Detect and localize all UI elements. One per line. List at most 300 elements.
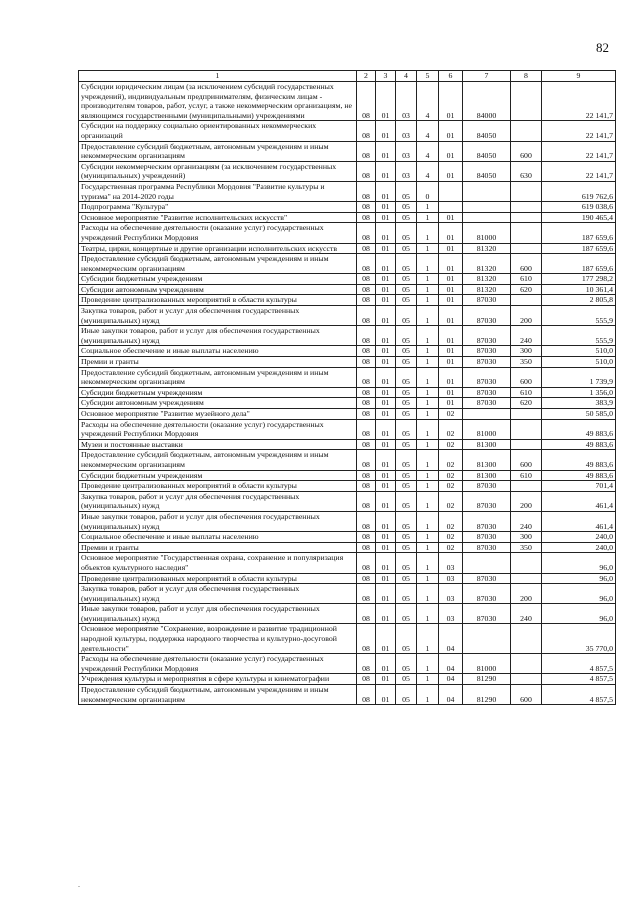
subprogram-code: 01 — [439, 295, 463, 306]
chapter-code: 08 — [357, 511, 376, 531]
target-code: 87030 — [463, 584, 511, 604]
program-code: 1 — [417, 284, 439, 295]
table-row — [79, 357, 616, 368]
amount: 383,9 — [542, 398, 616, 409]
chapter-code: 08 — [357, 481, 376, 492]
program-code: 1 — [417, 243, 439, 254]
table-row — [79, 161, 616, 181]
chapter-code: 08 — [357, 121, 376, 141]
chapter-code: 08 — [357, 161, 376, 181]
expense-type-code: 240 — [511, 604, 542, 624]
section-code: 01 — [376, 481, 396, 492]
subprogram-code: 01 — [439, 243, 463, 254]
section-code: 01 — [376, 212, 396, 223]
subsection-code: 05 — [396, 532, 417, 543]
section-code: 01 — [376, 491, 396, 511]
subsection-code: 05 — [396, 584, 417, 604]
subsection-code: 05 — [396, 491, 417, 511]
section-code: 01 — [376, 161, 396, 181]
subsection-code: 05 — [396, 573, 417, 584]
table-row — [79, 584, 616, 604]
chapter-code: 08 — [357, 532, 376, 543]
chapter-code: 08 — [357, 346, 376, 357]
subprogram-code: 01 — [439, 121, 463, 141]
target-code: 87030 — [463, 511, 511, 531]
expense-type-code: 600 — [511, 367, 542, 387]
section-code: 01 — [376, 654, 396, 674]
footer-mark: . — [78, 880, 80, 889]
row-description: Проведение централизованных мероприятий в области культуры — [79, 481, 357, 492]
expense-type-code — [511, 181, 542, 201]
amount: 49 883,6 — [542, 419, 616, 439]
expense-type-code: 350 — [511, 542, 542, 553]
subsection-code: 03 — [396, 141, 417, 161]
expense-type-code — [511, 212, 542, 223]
target-code — [463, 409, 511, 420]
amount: 187 659,6 — [542, 243, 616, 254]
subprogram-code: 03 — [439, 584, 463, 604]
chapter-code: 08 — [357, 284, 376, 295]
chapter-code: 08 — [357, 584, 376, 604]
expense-type-code — [511, 573, 542, 584]
row-description: Субсидии бюджетным учреждениям — [79, 274, 357, 285]
section-code: 01 — [376, 274, 396, 285]
row-description: Закупка товаров, работ и услуг для обеспечения государственных (муниципальных) нужд — [79, 491, 357, 511]
program-code: 1 — [417, 685, 439, 705]
section-code: 01 — [376, 357, 396, 368]
row-description: Предоставление субсидий бюджетным, автономным учреждениям и иным некоммерческим организациям — [79, 685, 357, 705]
amount: 461,4 — [542, 491, 616, 511]
target-code: 87030 — [463, 295, 511, 306]
subsection-code: 05 — [396, 346, 417, 357]
table-row — [79, 450, 616, 470]
program-code: 1 — [417, 532, 439, 543]
target-code — [463, 202, 511, 213]
subprogram-code: 01 — [439, 223, 463, 243]
subsection-code: 05 — [396, 367, 417, 387]
subsection-code: 05 — [396, 326, 417, 346]
row-description: Субсидии некоммерческим организациям (за исключением государственных (муниципальных) учреждений) — [79, 161, 357, 181]
chapter-code: 08 — [357, 326, 376, 346]
row-description: Премии и гранты — [79, 357, 357, 368]
table-row — [79, 532, 616, 543]
expense-type-code: 600 — [511, 141, 542, 161]
section-code: 01 — [376, 295, 396, 306]
subsection-code: 05 — [396, 553, 417, 573]
table-row — [79, 274, 616, 285]
subprogram-code: 02 — [439, 532, 463, 543]
amount: 4 857,5 — [542, 685, 616, 705]
chapter-code: 08 — [357, 685, 376, 705]
subprogram-code: 02 — [439, 450, 463, 470]
table-row — [79, 284, 616, 295]
chapter-code: 08 — [357, 542, 376, 553]
section-code: 01 — [376, 419, 396, 439]
amount: 177 298,2 — [542, 274, 616, 285]
target-code: 87030 — [463, 387, 511, 398]
target-code — [463, 553, 511, 573]
program-code: 1 — [417, 654, 439, 674]
expense-type-code — [511, 202, 542, 213]
subsection-code: 05 — [396, 511, 417, 531]
chapter-code: 08 — [357, 223, 376, 243]
amount: 555,9 — [542, 326, 616, 346]
amount: 49 883,6 — [542, 439, 616, 450]
chapter-code: 08 — [357, 202, 376, 213]
target-code: 87030 — [463, 542, 511, 553]
subprogram-code: 04 — [439, 674, 463, 685]
table-row — [79, 573, 616, 584]
section-code: 01 — [376, 254, 396, 274]
section-code: 01 — [376, 367, 396, 387]
program-code: 1 — [417, 573, 439, 584]
subprogram-code: 01 — [439, 212, 463, 223]
subprogram-code — [439, 202, 463, 213]
expense-type-code — [511, 624, 542, 654]
row-description: Премии и гранты — [79, 542, 357, 553]
program-code: 1 — [417, 624, 439, 654]
chapter-code: 08 — [357, 470, 376, 481]
expense-type-code: 350 — [511, 357, 542, 368]
row-description: Основное мероприятие "Сохранение, возрождение и развитие традиционной народной культуры, поддержка народного творчества и культурно-досуговой деятельности" — [79, 624, 357, 654]
chapter-code: 08 — [357, 181, 376, 201]
row-description: Театры, цирки, концертные и другие организации исполнительских искусств — [79, 243, 357, 254]
program-code: 1 — [417, 604, 439, 624]
amount: 510,0 — [542, 346, 616, 357]
section-code: 01 — [376, 82, 396, 121]
table-row — [79, 223, 616, 243]
amount: 555,9 — [542, 306, 616, 326]
table-row — [79, 181, 616, 201]
section-code: 01 — [376, 542, 396, 553]
subsection-code: 05 — [396, 685, 417, 705]
program-code: 1 — [417, 439, 439, 450]
chapter-code: 08 — [357, 604, 376, 624]
amount: 190 465,4 — [542, 212, 616, 223]
amount: 22 141,7 — [542, 161, 616, 181]
chapter-code: 08 — [357, 450, 376, 470]
table-row — [79, 419, 616, 439]
subsection-code: 05 — [396, 181, 417, 201]
row-description: Социальное обеспечение и иные выплаты населению — [79, 532, 357, 543]
program-code: 1 — [417, 274, 439, 285]
table-row — [79, 326, 616, 346]
amount: 35 770,0 — [542, 624, 616, 654]
row-description: Проведение централизованных мероприятий в области культуры — [79, 295, 357, 306]
amount: 4 857,5 — [542, 654, 616, 674]
target-code: 81320 — [463, 254, 511, 274]
table-row — [79, 387, 616, 398]
subsection-code: 05 — [396, 450, 417, 470]
table-row — [79, 398, 616, 409]
chapter-code: 08 — [357, 674, 376, 685]
program-code: 1 — [417, 491, 439, 511]
program-code: 1 — [417, 470, 439, 481]
table-row — [79, 654, 616, 674]
target-code: 87030 — [463, 491, 511, 511]
program-code: 4 — [417, 121, 439, 141]
program-code: 1 — [417, 367, 439, 387]
subprogram-code: 01 — [439, 82, 463, 121]
subprogram-code: 01 — [439, 306, 463, 326]
expense-type-code — [511, 243, 542, 254]
amount: 96,0 — [542, 553, 616, 573]
program-code: 1 — [417, 295, 439, 306]
program-code: 1 — [417, 542, 439, 553]
row-description: Учреждения культуры и мероприятия в сфере культуры и кинематографии — [79, 674, 357, 685]
expense-type-code: 620 — [511, 398, 542, 409]
expense-type-code — [511, 654, 542, 674]
row-description: Субсидии на поддержку социально ориентированных некоммерческих организаций — [79, 121, 357, 141]
expense-type-code: 240 — [511, 511, 542, 531]
amount: 96,0 — [542, 604, 616, 624]
section-code: 01 — [376, 121, 396, 141]
subprogram-code: 04 — [439, 685, 463, 705]
program-code: 4 — [417, 141, 439, 161]
subsection-code: 05 — [396, 254, 417, 274]
section-code: 01 — [376, 450, 396, 470]
expense-type-code: 600 — [511, 450, 542, 470]
subsection-code: 05 — [396, 284, 417, 295]
program-code: 1 — [417, 584, 439, 604]
chapter-code: 08 — [357, 387, 376, 398]
row-description: Основное мероприятие "Развитие исполнительских искусств" — [79, 212, 357, 223]
section-code: 01 — [376, 398, 396, 409]
subprogram-code: 01 — [439, 141, 463, 161]
table-row — [79, 604, 616, 624]
expense-type-code: 610 — [511, 387, 542, 398]
amount: 1 739,9 — [542, 367, 616, 387]
target-code: 84050 — [463, 161, 511, 181]
program-code: 1 — [417, 511, 439, 531]
target-code: 87030 — [463, 306, 511, 326]
subsection-code: 05 — [396, 202, 417, 213]
program-code: 0 — [417, 181, 439, 201]
expense-type-code: 620 — [511, 284, 542, 295]
amount: 701,4 — [542, 481, 616, 492]
subsection-code: 05 — [396, 243, 417, 254]
expense-type-code — [511, 223, 542, 243]
column-header: 5 — [417, 71, 439, 82]
row-description: Субсидии бюджетным учреждениям — [79, 387, 357, 398]
subprogram-code: 03 — [439, 604, 463, 624]
target-code: 87030 — [463, 357, 511, 368]
chapter-code: 08 — [357, 274, 376, 285]
table-row — [79, 674, 616, 685]
row-description: Закупка товаров, работ и услуг для обеспечения государственных (муниципальных) нужд — [79, 306, 357, 326]
row-description: Субсидии автономным учреждениям — [79, 398, 357, 409]
subsection-code: 05 — [396, 439, 417, 450]
amount: 240,0 — [542, 542, 616, 553]
table-row — [79, 542, 616, 553]
subsection-code: 05 — [396, 212, 417, 223]
subsection-code: 05 — [396, 398, 417, 409]
subprogram-code: 04 — [439, 654, 463, 674]
column-header: 2 — [357, 71, 376, 82]
row-description: Музеи и постоянные выставки — [79, 439, 357, 450]
subprogram-code: 03 — [439, 553, 463, 573]
table-row — [79, 243, 616, 254]
amount: 187 659,6 — [542, 254, 616, 274]
target-code: 87030 — [463, 604, 511, 624]
column-header: 6 — [439, 71, 463, 82]
program-code: 1 — [417, 481, 439, 492]
target-code: 81320 — [463, 243, 511, 254]
row-description: Расходы на обеспечение деятельности (оказание услуг) государственных учреждений Республики Мордовия — [79, 419, 357, 439]
table-row — [79, 295, 616, 306]
target-code: 81300 — [463, 450, 511, 470]
amount: 619 038,6 — [542, 202, 616, 213]
target-code: 84050 — [463, 121, 511, 141]
subsection-code: 03 — [396, 161, 417, 181]
column-header: 4 — [396, 71, 417, 82]
program-code: 1 — [417, 346, 439, 357]
subprogram-code: 02 — [439, 470, 463, 481]
row-description: Подпрограмма "Культура" — [79, 202, 357, 213]
program-code: 1 — [417, 674, 439, 685]
subsection-code: 05 — [396, 481, 417, 492]
subsection-code: 05 — [396, 357, 417, 368]
table-row — [79, 202, 616, 213]
expense-type-code: 240 — [511, 326, 542, 346]
table-body — [79, 82, 616, 705]
program-code: 1 — [417, 223, 439, 243]
section-code: 01 — [376, 470, 396, 481]
target-code: 81290 — [463, 685, 511, 705]
chapter-code: 08 — [357, 306, 376, 326]
section-code: 01 — [376, 306, 396, 326]
expense-type-code: 600 — [511, 685, 542, 705]
subprogram-code — [439, 181, 463, 201]
table-row — [79, 481, 616, 492]
section-code: 01 — [376, 584, 396, 604]
target-code — [463, 212, 511, 223]
expense-type-code: 300 — [511, 346, 542, 357]
section-code: 01 — [376, 674, 396, 685]
subsection-code: 05 — [396, 654, 417, 674]
subsection-code: 05 — [396, 306, 417, 326]
subprogram-code: 02 — [439, 511, 463, 531]
amount: 461,4 — [542, 511, 616, 531]
amount: 96,0 — [542, 584, 616, 604]
section-code: 01 — [376, 439, 396, 450]
row-description: Проведение централизованных мероприятий в области культуры — [79, 573, 357, 584]
expense-type-code: 200 — [511, 584, 542, 604]
target-code: 81320 — [463, 274, 511, 285]
subprogram-code: 02 — [439, 419, 463, 439]
page-number: 82 — [596, 40, 609, 55]
subprogram-code: 02 — [439, 439, 463, 450]
row-description: Иные закупки товаров, работ и услуг для обеспечения государственных (муниципальных) нужд — [79, 511, 357, 531]
subprogram-code: 02 — [439, 491, 463, 511]
subprogram-code: 04 — [439, 624, 463, 654]
program-code: 1 — [417, 553, 439, 573]
table-row — [79, 409, 616, 420]
row-description: Иные закупки товаров, работ и услуг для обеспечения государственных (муниципальных) нужд — [79, 326, 357, 346]
chapter-code: 08 — [357, 553, 376, 573]
table-row — [79, 439, 616, 450]
table-row — [79, 346, 616, 357]
subprogram-code: 01 — [439, 346, 463, 357]
expense-type-code — [511, 295, 542, 306]
target-code — [463, 181, 511, 201]
program-code: 1 — [417, 202, 439, 213]
row-description: Предоставление субсидий бюджетным, автономным учреждениям и иным некоммерческим организациям — [79, 450, 357, 470]
table-row — [79, 212, 616, 223]
program-code: 4 — [417, 82, 439, 121]
row-description: Субсидии юридическим лицам (за исключением субсидий государственных учреждений), индивидуальным предпринимателям, физическим лицам - производителям товаров, работ, услуг, а также некоммерческим организациям, не являющимся государственными (муниципальными) учреждениями — [79, 82, 357, 121]
chapter-code: 08 — [357, 212, 376, 223]
row-description: Государственная программа Республики Мордовия "Развитие культуры и туризма" на 2014-2020 годы — [79, 181, 357, 201]
expense-type-code: 200 — [511, 306, 542, 326]
subprogram-code: 01 — [439, 387, 463, 398]
expense-type-code: 600 — [511, 254, 542, 274]
table-row — [79, 306, 616, 326]
table-row — [79, 553, 616, 573]
table-row — [79, 121, 616, 141]
subsection-code: 05 — [396, 674, 417, 685]
table-row — [79, 491, 616, 511]
subprogram-code: 03 — [439, 573, 463, 584]
column-header: 8 — [511, 71, 542, 82]
table-row — [79, 367, 616, 387]
amount: 4 857,5 — [542, 674, 616, 685]
target-code: 81290 — [463, 674, 511, 685]
section-code: 01 — [376, 511, 396, 531]
target-code: 81000 — [463, 419, 511, 439]
subprogram-code: 01 — [439, 284, 463, 295]
section-code: 01 — [376, 624, 396, 654]
subsection-code: 05 — [396, 419, 417, 439]
chapter-code: 08 — [357, 491, 376, 511]
section-code: 01 — [376, 202, 396, 213]
chapter-code: 08 — [357, 573, 376, 584]
amount: 1 356,0 — [542, 387, 616, 398]
amount: 22 141,7 — [542, 82, 616, 121]
expense-type-code: 610 — [511, 470, 542, 481]
target-code — [463, 624, 511, 654]
chapter-code: 08 — [357, 409, 376, 420]
target-code: 87030 — [463, 346, 511, 357]
section-code: 01 — [376, 387, 396, 398]
expense-type-code: 300 — [511, 532, 542, 543]
chapter-code: 08 — [357, 439, 376, 450]
target-code: 81000 — [463, 654, 511, 674]
subsection-code: 05 — [396, 470, 417, 481]
chapter-code: 08 — [357, 254, 376, 274]
program-code: 1 — [417, 212, 439, 223]
subsection-code: 05 — [396, 274, 417, 285]
expense-type-code — [511, 674, 542, 685]
chapter-code: 08 — [357, 419, 376, 439]
row-description: Предоставление субсидий бюджетным, автономным учреждениям и иным некоммерческим организациям — [79, 141, 357, 161]
subsection-code: 05 — [396, 295, 417, 306]
expense-type-code: 200 — [511, 491, 542, 511]
chapter-code: 08 — [357, 243, 376, 254]
program-code: 1 — [417, 419, 439, 439]
subsection-code: 05 — [396, 409, 417, 420]
program-code: 1 — [417, 306, 439, 326]
amount: 22 141,7 — [542, 121, 616, 141]
expense-type-code — [511, 481, 542, 492]
section-code: 01 — [376, 243, 396, 254]
section-code: 01 — [376, 604, 396, 624]
column-header: 7 — [463, 71, 511, 82]
column-header: 3 — [376, 71, 396, 82]
row-description: Социальное обеспечение и иные выплаты населению — [79, 346, 357, 357]
target-code: 81300 — [463, 439, 511, 450]
expense-type-code — [511, 82, 542, 121]
